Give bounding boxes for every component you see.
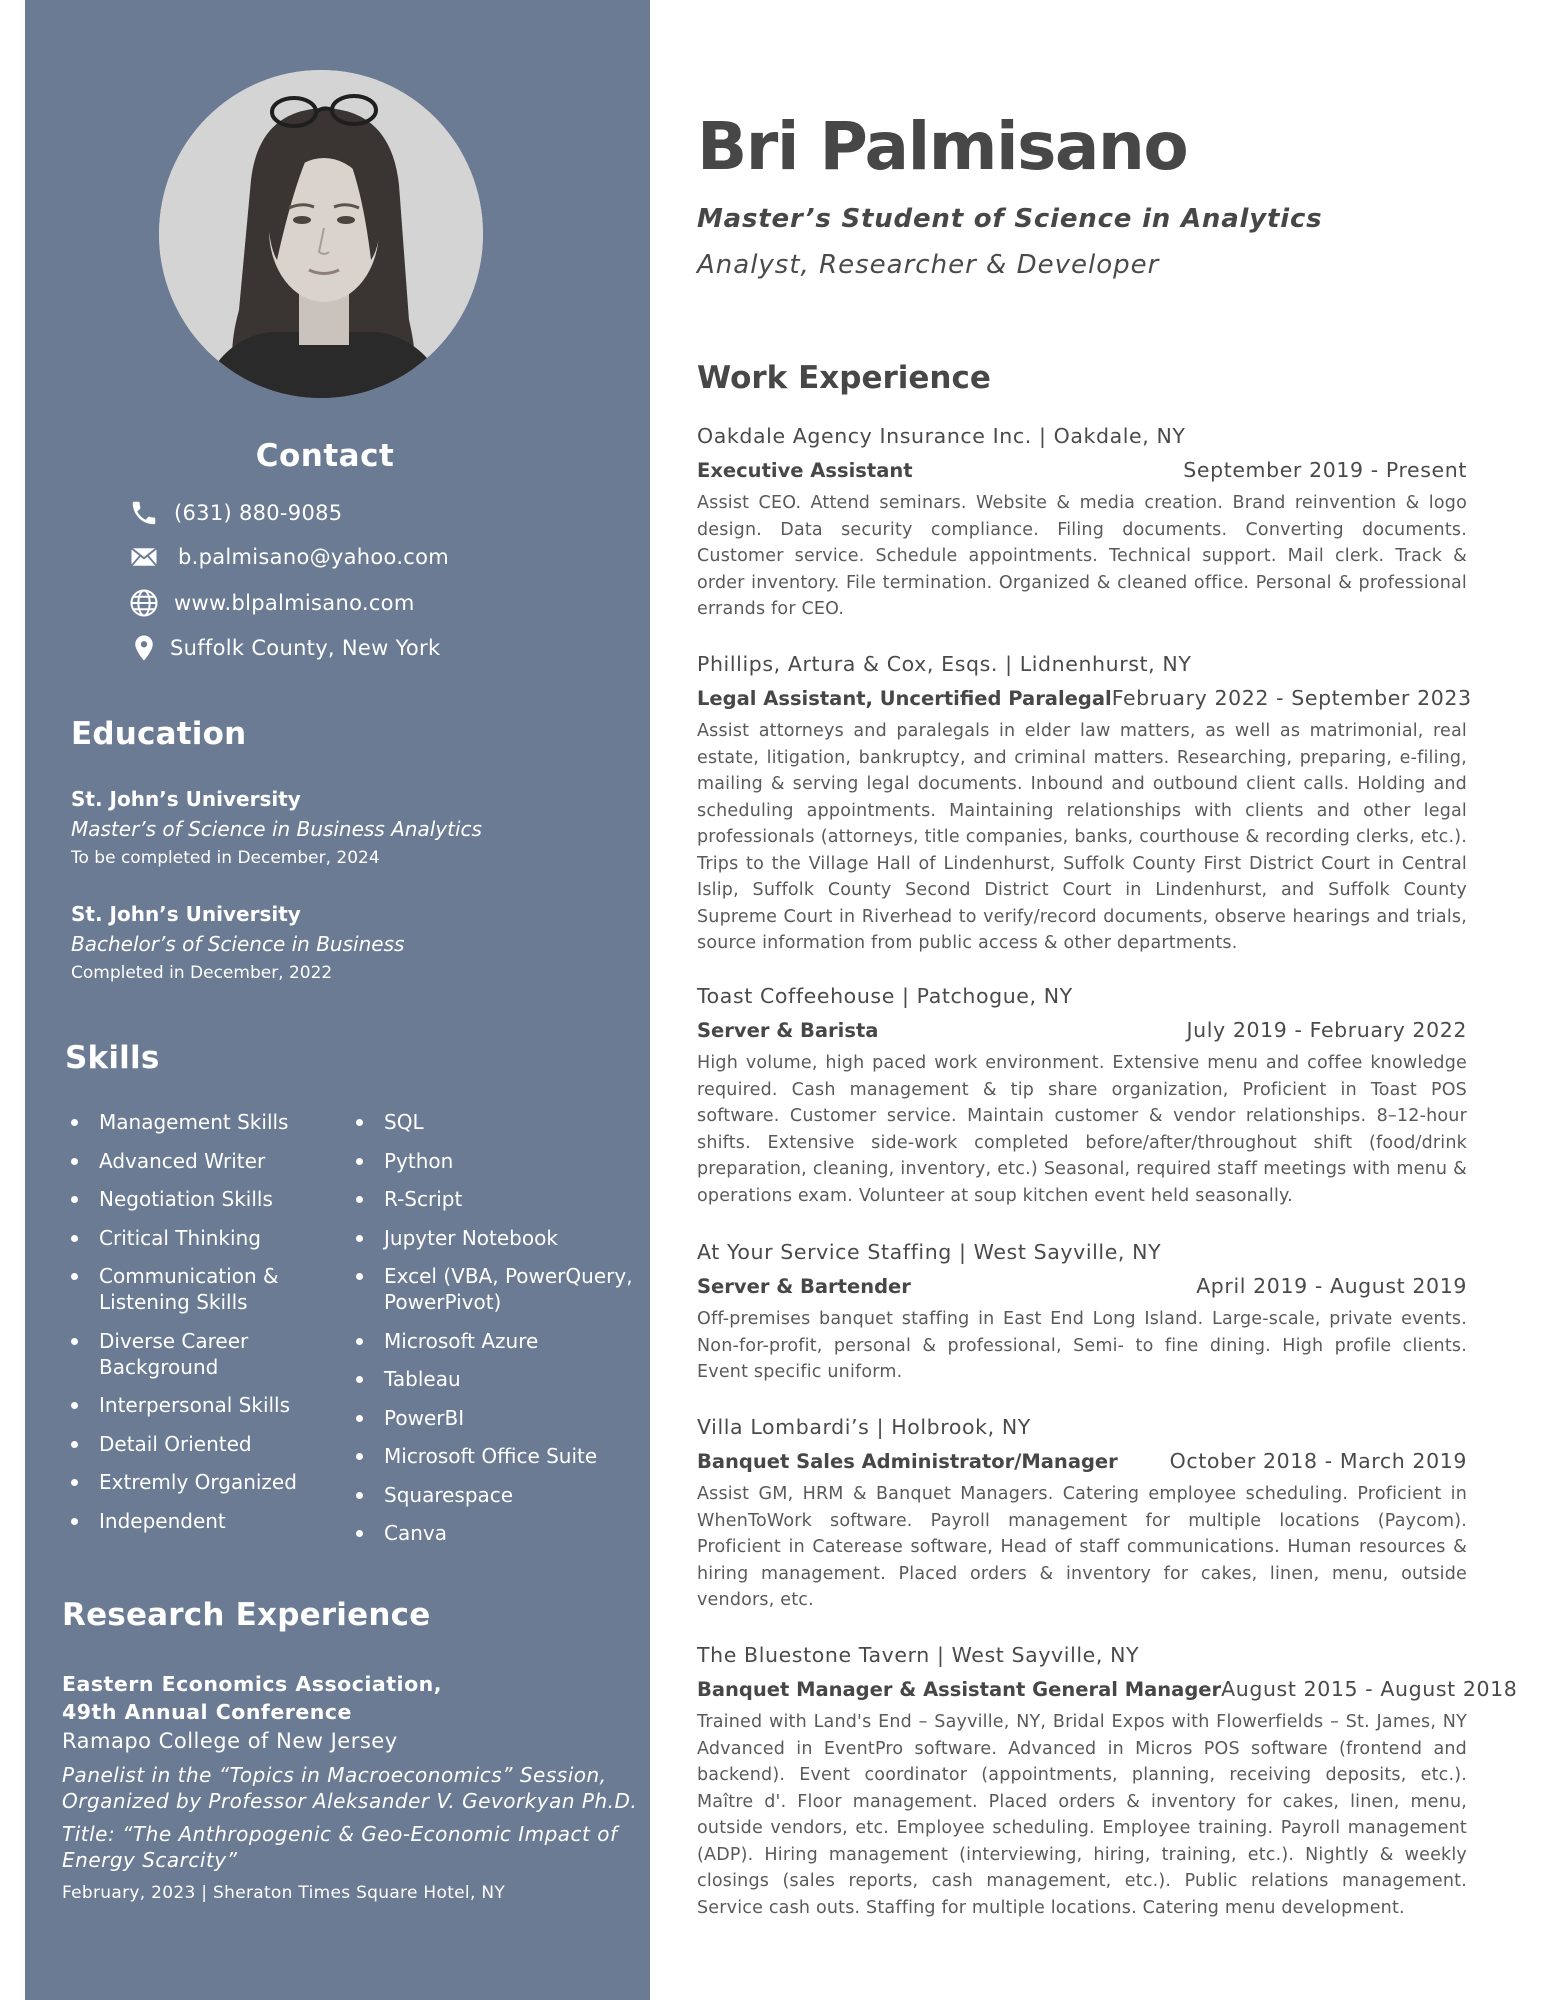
job-company: The Bluestone Tavern | West Sayville, NY	[697, 1643, 1140, 1667]
job-dates: July 2019 - February 2022	[1186, 1018, 1467, 1042]
skill-item: Negotiation Skills	[69, 1186, 339, 1212]
job-entry	[697, 1238, 1467, 1386]
headline-primary: Master’s Student of Science in Analytics	[697, 204, 1323, 234]
skill-item: Communication & Listening Skills	[69, 1263, 339, 1315]
job-entry	[697, 1641, 1518, 1921]
job-company: Oakdale Agency Insurance Inc. | Oakdale, NY	[697, 424, 1186, 448]
job-role: Banquet Manager & Assistant General Manager	[697, 1678, 1222, 1701]
job-role: Executive Assistant	[697, 459, 913, 482]
job-company: Toast Coffeehouse | Patchogue, NY	[697, 984, 1073, 1008]
job-role: Legal Assistant, Uncertified Paralegal	[697, 687, 1112, 710]
skill-item: Interpersonal Skills	[69, 1392, 339, 1418]
education-item	[71, 899, 631, 987]
job-dates: September 2019 - Present	[1183, 458, 1467, 482]
person-name: Bri Palmisano	[697, 108, 1188, 185]
contact-email	[128, 541, 449, 573]
contact-website	[128, 587, 415, 619]
job-dates: August 2015 - August 2018	[1221, 1677, 1518, 1701]
skill-item: Independent	[69, 1508, 339, 1534]
skill-item: R-Script	[354, 1186, 644, 1212]
sidebar	[25, 0, 650, 2000]
education-degree: Master’s of Science in Business Analytics	[71, 817, 482, 841]
education-school: St. John’s University	[71, 787, 301, 811]
contact-heading: Contact	[255, 438, 395, 474]
contact-location	[128, 632, 440, 664]
job-role: Server & Barista	[697, 1019, 879, 1042]
skill-item: Microsoft Azure	[354, 1328, 644, 1354]
education-heading: Education	[71, 716, 247, 752]
job-role: Banquet Sales Administrator/Manager	[697, 1450, 1118, 1473]
skill-item: Advanced Writer	[69, 1148, 339, 1174]
skill-item: PowerBI	[354, 1405, 644, 1431]
job-dates: April 2019 - August 2019	[1196, 1274, 1467, 1298]
skill-item: Diverse Career Background	[69, 1328, 339, 1380]
research-heading: Research Experience	[62, 1597, 431, 1633]
research-conference: 49th Annual Conference	[62, 1700, 352, 1724]
job-company: Phillips, Artura & Cox, Esqs. | Lidnenhurst, NY	[697, 652, 1192, 676]
email-address: b.palmisano@yahoo.com	[178, 545, 450, 569]
location-pin-icon	[128, 632, 160, 664]
research-organization: Eastern Economics Association,	[62, 1672, 443, 1696]
education-note: To be completed in December, 2024	[71, 848, 380, 868]
skill-item: Management Skills	[69, 1109, 339, 1135]
research-venue: Ramapo College of New Jersey	[62, 1729, 398, 1753]
job-entry	[697, 650, 1472, 957]
website-url: www.blpalmisano.com	[174, 591, 415, 615]
skill-item: Python	[354, 1148, 644, 1174]
skill-item: Critical Thinking	[69, 1225, 339, 1251]
job-description: Trained with Land's End – Sayville, NY, Bridal Expos with Flowerfields – St. James, NY Advanced in EventPro software. Advanced in Micros POS software (frontend and backend). Event coordinator (appointments, planning, receiving deposits, etc.). Maître d'. Floor management. Placed orders & inventory for cakes, linen, menu, outside vendors, etc. Employee scheduling. Employee training. Payroll management (ADP). Hiring management (interviewing, hiring, training, etc.). Nightly & weekly closings (sales reports, cash management, etc.). Public relations management. Service cash outs. Staffing for multiple locations. Catering menu development.	[697, 1712, 1467, 1918]
phone-number: (631) 880-9085	[174, 501, 343, 525]
skill-item: Extremly Organized	[69, 1469, 339, 1495]
education-note: Completed in December, 2022	[71, 963, 333, 983]
job-dates: October 2018 - March 2019	[1169, 1449, 1467, 1473]
education-item	[71, 784, 631, 872]
skill-item: Tableau	[354, 1366, 644, 1392]
job-company: At Your Service Staffing | West Sayville, NY	[697, 1240, 1162, 1264]
contact-phone	[128, 497, 342, 529]
envelope-icon	[128, 541, 160, 573]
headline-secondary: Analyst, Researcher & Developer	[697, 250, 1160, 280]
phone-icon	[128, 497, 160, 529]
skills-list-technical	[354, 1109, 644, 1559]
job-description: Assist GM, HRM & Banquet Managers. Catering employee scheduling. Proficient in WhenToWork software. Payroll management for multiple locations (Paycom). Proficient in Caterease software, Head of staff communications. Human resources & hiring management. Placed orders & inventory for cakes, linen, menu, outside vendors, etc.	[697, 1484, 1467, 1610]
skill-item: Detail Oriented	[69, 1431, 339, 1457]
skill-item: Microsoft Office Suite	[354, 1443, 644, 1469]
job-role: Server & Bartender	[697, 1275, 911, 1298]
work-experience-heading: Work Experience	[697, 360, 991, 396]
skills-heading: Skills	[65, 1040, 160, 1076]
job-entry	[697, 422, 1467, 623]
research-panel: Panelist in the “Topics in Macroeconomics” Session, Organized by Professor Aleksander V. Gevorkyan Ph.D.	[62, 1763, 638, 1813]
job-dates: February 2022 - September 2023	[1111, 686, 1472, 710]
skill-item: Canva	[354, 1520, 644, 1546]
skill-item: Excel (VBA, PowerQuery, PowerPivot)	[354, 1263, 644, 1315]
portrait-image	[159, 70, 483, 398]
job-description: Assist CEO. Attend seminars. Website & media creation. Brand reinvention & logo design. Data security compliance. Filing documents. Converting documents. Customer service. Schedule appointments. Technical support. Mail clerk. Track & order inventory. File termination. Organized & cleaned office. Personal & professional errands for CEO.	[697, 493, 1467, 619]
location-text: Suffolk County, New York	[170, 636, 441, 660]
job-entry	[697, 982, 1467, 1209]
job-entry	[697, 1413, 1467, 1614]
education-degree: Bachelor’s of Science in Business	[71, 932, 405, 956]
job-description: High volume, high paced work environment. Extensive menu and coffee knowledge required. Cash management & tip share organization, Proficient in Toast POS software. Customer service. Maintain customer & vendor relationships. 8–12-hour shifts. Extensive side-work completed before/after/throughout shift (food/drink preparation, cleaning, inventory, etc.) Seasonal, required staff meetings with menu & operations exam. Volunteer at soup kitchen event held seasonally.	[697, 1053, 1467, 1206]
research-item	[62, 1670, 642, 1906]
globe-icon	[128, 587, 160, 619]
research-paper-title: Title: “The Anthropogenic & Geo-Economic Impact of Energy Scarcity”	[62, 1822, 618, 1872]
research-date: February, 2023 | Sheraton Times Square Hotel, NY	[62, 1883, 506, 1903]
skills-list-soft	[69, 1109, 339, 1546]
profile-photo	[159, 70, 483, 398]
education-school: St. John’s University	[71, 902, 301, 926]
job-company: Villa Lombardi’s | Holbrook, NY	[697, 1415, 1031, 1439]
job-description: Assist attorneys and paralegals in elder law matters, as well as matrimonial, real estate, litigation, bankruptcy, and criminal matters. Researching, preparing, e-filing, mailing & serving legal documents. Inbound and outbound client calls. Holding and scheduling appointments. Maintaining relationships with clients and other legal professionals (attorneys, title companies, banks, courthouse & recording clerks, etc.). Trips to the Village Hall of Lindenhurst, Suffolk County First District Court in Central Islip, Suffolk County Second District Court in Lindenhurst, and Suffolk County Supreme Court in Riverhead to verify/record documents, observe hearings and trials, source information from public access & other departments.	[697, 721, 1467, 953]
job-description: Off-premises banquet staffing in East End Long Island. Large-scale, private events. Non-for-profit, personal & professional, Semi- to fine dining. High profile clients. Event specific uniform.	[697, 1309, 1467, 1382]
skill-item: Squarespace	[354, 1482, 644, 1508]
skill-item: SQL	[354, 1109, 644, 1135]
skill-item: Jupyter Notebook	[354, 1225, 644, 1251]
